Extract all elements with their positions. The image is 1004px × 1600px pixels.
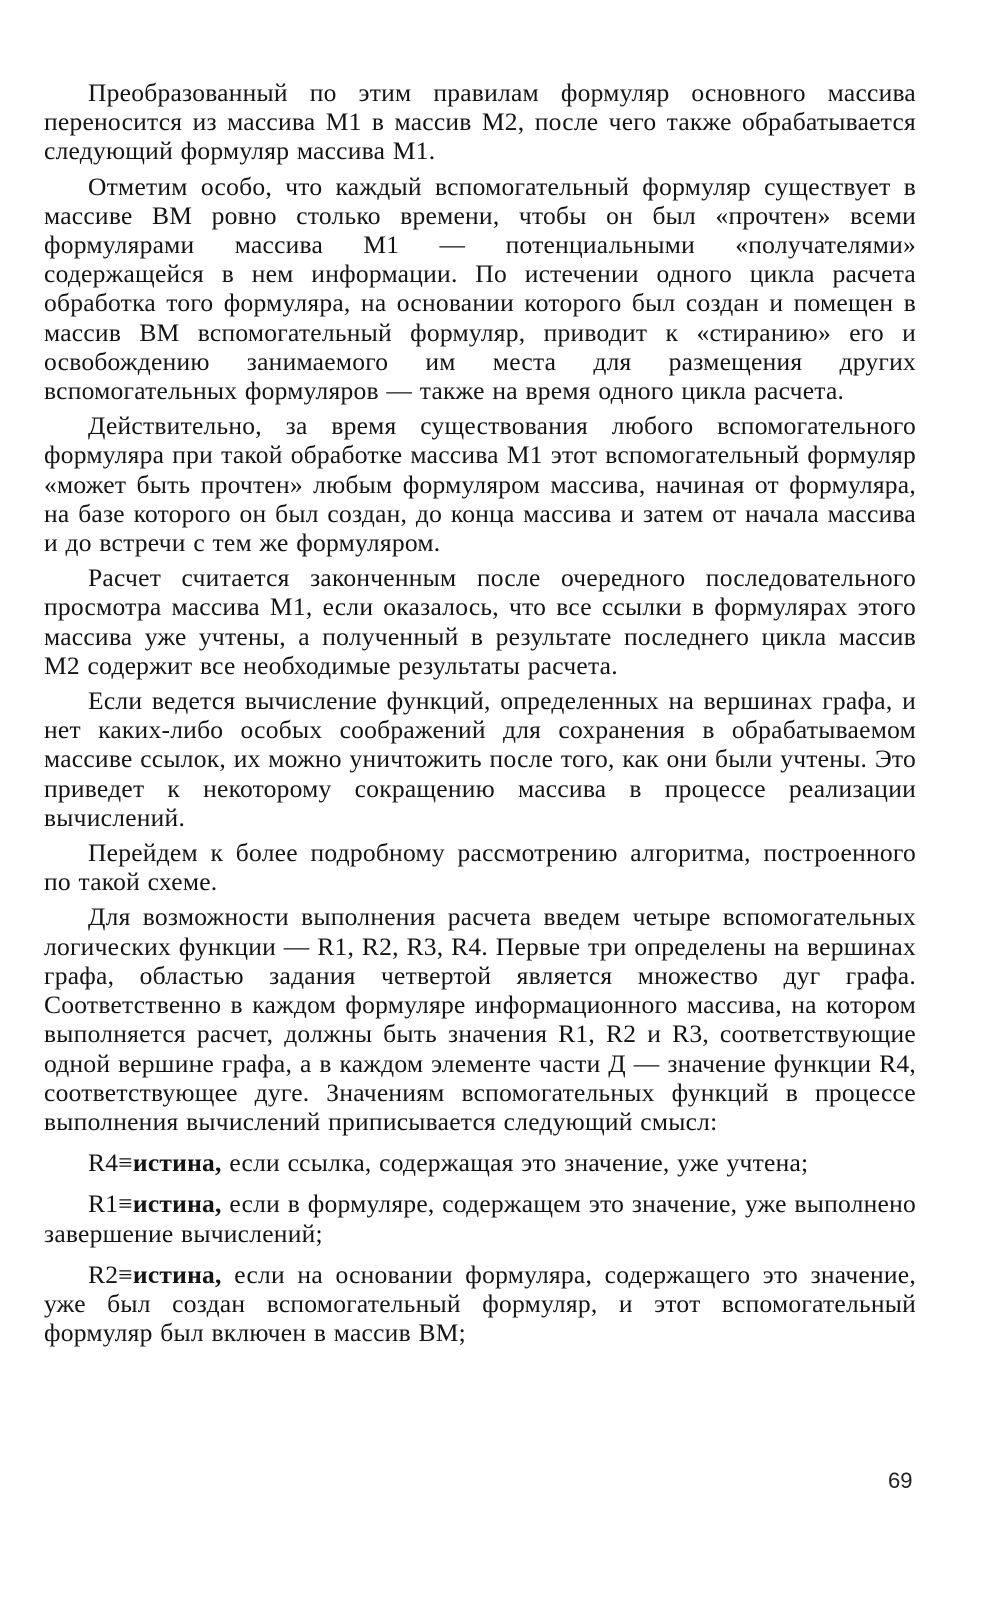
definition-text: если в формуляре, содержащем это значение, уже выполнено завершение вычислений; — [44, 1189, 916, 1248]
definition-text: если ссылка, содержащая это значение, уже учтена; — [221, 1148, 809, 1178]
paragraph-2: Отметим особо, что каждый вспомогательный формуляр существует в массиве BM ровно столько времени, чтобы он был «прочтен» всеми формулярами массива M1 — потенциальными «получателями» содержащейся в нем информации. По истечении одного цикла расчета обработка того формуляра, на основании которого был создан и помещен в массив BM вспомогательный формуляр, приводит к «стиранию» его и освобождению занимаемого им места для размещения других вспомогательных формуляров — также на время одного цикла расчета. — [44, 171, 916, 406]
paragraph-1: Преобразованный по этим правилам формуляр основного массива переносится из массива M1 в массив M2, после чего также обрабатывается следующий формуляр массива M1. — [44, 78, 916, 166]
definition-term: R1≡ — [88, 1189, 133, 1219]
definition-term: R2≡ — [88, 1259, 133, 1289]
paragraph-7: Для возможности выполнения расчета введем четыре вспомогательных логических функции — R1, R2, R3, R4. Первые три определены на вершинах графа, областью задания четвертой является множество дуг графа. Соответственно в каждом формуляре информационного массива, на котором выполняется расчет, должны быть значения R1, R2 и R3, соответствующие одной вершине графа, а в каждом элементе части Д — значение функции R4, соответствующее дуге. Значениям вспомогательных функций в процессе выполнения вычислений приписывается следующий смысл: — [44, 902, 916, 1136]
paragraph-6: Перейдем к более подробному рассмотрению алгоритма, построенного по такой схеме. — [44, 838, 916, 897]
page-number: 69 — [888, 1468, 913, 1493]
page-body — [44, 78, 916, 1357]
definition-keyword: истина, — [132, 1259, 222, 1289]
definition-text: если на основании формуляра, содержащего это значение, уже был создан вспомогательный формуляр, и этот вспомогательный формуляр был включен в массив BM; — [44, 1259, 916, 1348]
paragraph-5: Если ведется вычисление функций, определенных на вершинах графа, и нет каких-либо особых соображений для сохранения в обрабатываемом массиве ссылок, их можно уничтожить после того, как они были учтены. Это приведет к некоторому сокращению массива в процессе реализации вычислений. — [44, 686, 916, 832]
definition-keyword: истина, — [132, 1189, 222, 1219]
definition-r4 — [44, 1148, 916, 1177]
paragraph-4: Расчет считается законченным после очередного последовательного просмотра массива M1, если оказалось, что все ссылки в формулярах этого массива уже учтены, а полученный в результате последнего цикла массив M2 содержит все необходимые результаты расчета. — [44, 563, 916, 680]
paragraph-3: Действительно, за время существования любого вспомогательного формуляра при такой обработке массива M1 этот вспомогательный формуляр «может быть прочтен» любым формуляром массива, начиная от формуляра, на базе которого он был создан, до конца массива и затем от начала массива и до встречи с тем же формуляром. — [44, 411, 916, 558]
definition-term: R4≡ — [88, 1148, 133, 1178]
definition-r1 — [44, 1189, 916, 1247]
definition-keyword: истина, — [132, 1148, 222, 1178]
definition-r2 — [44, 1260, 916, 1348]
